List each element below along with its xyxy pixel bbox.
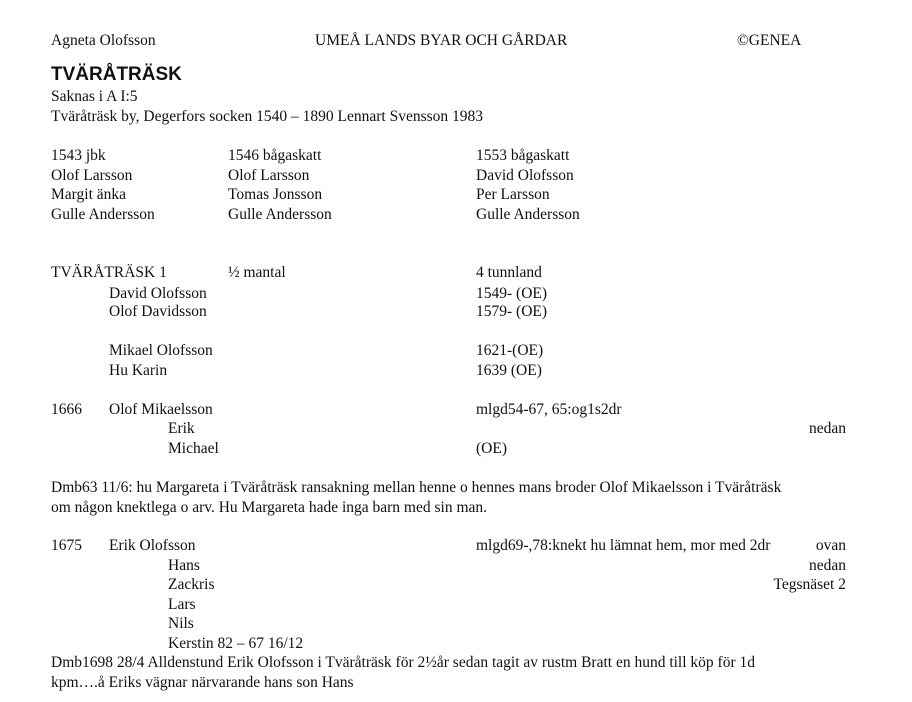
header-copyright: ©GENEA — [737, 32, 802, 49]
person-note: 1639 (OE) — [476, 362, 542, 379]
household-head: Olof Mikaelsson — [109, 401, 213, 418]
child-side-note: nedan — [808, 557, 846, 574]
intro-line: Saknas i A I:5 — [51, 88, 138, 105]
child-name: Hans — [168, 557, 200, 574]
tax-header: 1546 bågaskatt — [228, 147, 322, 164]
farm-mantal: ½ mantal — [228, 264, 286, 281]
person-name: Olof Davidsson — [109, 303, 207, 320]
household-note: mlgd54-67, 65:og1s2dr — [476, 401, 622, 418]
paragraph-line: Dmb1698 28/4 Alldenstund Erik Olofsson i Tväråträsk för 2½år sedan tagit av rustm Bratt en hund till köp för 1d — [51, 654, 755, 671]
child-name: Lars — [168, 596, 196, 613]
tax-cell: Margit änka — [51, 186, 127, 203]
household-year: 1666 — [51, 401, 82, 418]
tax-cell: Gulle Andersson — [51, 206, 155, 223]
person-name: Hu Karin — [109, 362, 168, 379]
child-name: Zackris — [168, 576, 215, 593]
person-name: Mikael Olofsson — [109, 342, 213, 359]
child-side-note: Tegsnäset 2 — [773, 576, 846, 593]
tax-cell: Per Larsson — [476, 186, 550, 203]
person-name: David Olofsson — [109, 285, 207, 302]
intro-line: Tväråträsk by, Degerfors socken 1540 – 1890 Lennart Svensson 1983 — [51, 108, 484, 125]
tax-cell: David Olofsson — [476, 167, 574, 184]
paragraph-line: om någon knektlega o arv. Hu Margareta hade inga barn med sin man. — [51, 499, 488, 516]
tax-cell: Gulle Andersson — [228, 206, 332, 223]
child-name: Kerstin 82 – 67 16/12 — [168, 635, 304, 652]
child-note: (OE) — [476, 440, 507, 457]
tax-cell: Olof Larsson — [228, 167, 310, 184]
household-head: Erik Olofsson — [109, 537, 196, 554]
header-book-title: UMEÅ LANDS BYAR OCH GÅRDAR — [315, 32, 568, 49]
paragraph-line: kpm….å Eriks vägnar närvarande hans son Hans — [51, 674, 354, 691]
tax-header: 1553 bågaskatt — [476, 147, 570, 164]
person-note: 1549- (OE) — [476, 285, 548, 302]
farm-name: TVÄRÅTRÄSK 1 — [51, 264, 167, 281]
farm-tunnland: 4 tunnland — [476, 264, 542, 281]
person-note: 1621-(OE) — [476, 342, 544, 359]
child-name: Erik — [168, 420, 195, 437]
child-name: Nils — [168, 615, 194, 632]
person-note: 1579- (OE) — [476, 303, 548, 320]
tax-header: 1543 jbk — [51, 147, 106, 164]
child-name: Michael — [168, 440, 219, 457]
household-year: 1675 — [51, 537, 82, 554]
page-title: TVÄRÅTRÄSK — [51, 64, 182, 85]
household-note: mlgd69-,78:knekt hu lämnat hem, mor med 2dr — [476, 537, 771, 554]
child-side-note: nedan — [808, 420, 846, 437]
tax-cell: Olof Larsson — [51, 167, 133, 184]
paragraph-line: Dmb63 11/6: hu Margareta i Tväråträsk ransakning mellan henne o hennes mans broder Olof Mikaelsson i Tväråträsk — [51, 479, 782, 496]
tax-cell: Gulle Andersson — [476, 206, 580, 223]
household-side-note: ovan — [815, 537, 846, 554]
tax-cell: Tomas Jonsson — [228, 186, 323, 203]
header-author: Agneta Olofsson — [51, 32, 156, 49]
